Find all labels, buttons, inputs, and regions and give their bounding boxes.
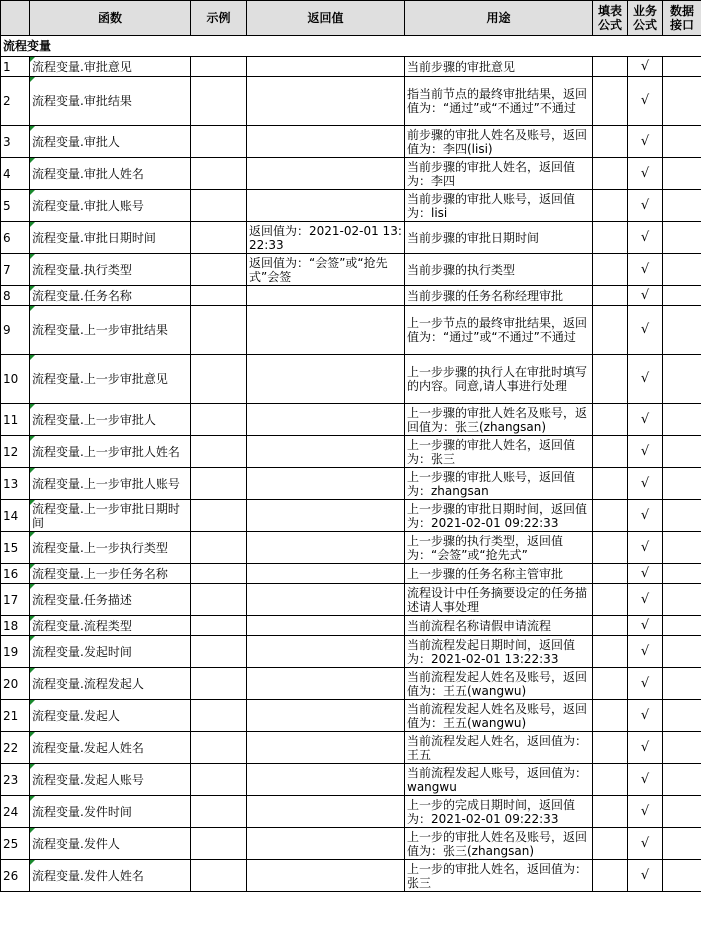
function-name: 流程变量.发起人账号 — [30, 764, 191, 796]
function-name: 流程变量.发起人姓名 — [30, 732, 191, 764]
fill-formula-cell — [593, 436, 628, 468]
return-value-cell — [247, 306, 405, 355]
data-interface-cell — [663, 500, 701, 532]
row-index: 10 — [1, 355, 30, 404]
table-row — [1, 286, 701, 306]
return-value-cell — [247, 126, 405, 158]
table-row — [1, 532, 701, 564]
business-formula-check: √ — [628, 668, 663, 700]
business-formula-check: √ — [628, 564, 663, 584]
fill-formula-cell — [593, 860, 628, 892]
return-value-cell — [247, 468, 405, 500]
section-row — [1, 36, 701, 57]
example-cell — [191, 254, 247, 286]
return-value-cell — [247, 286, 405, 306]
data-interface-cell — [663, 764, 701, 796]
table-row — [1, 764, 701, 796]
table-row — [1, 700, 701, 732]
business-formula-check: √ — [628, 636, 663, 668]
fill-formula-cell — [593, 764, 628, 796]
fill-formula-cell — [593, 404, 628, 436]
business-formula-check: √ — [628, 732, 663, 764]
row-index: 20 — [1, 668, 30, 700]
usage-cell: 上一步的完成日期时间，返回值为：2021-02-01 09:22:33 — [405, 796, 593, 828]
business-formula-check: √ — [628, 828, 663, 860]
usage-cell: 当前流程发起人姓名，返回值为：王五 — [405, 732, 593, 764]
example-cell — [191, 355, 247, 404]
business-formula-check: √ — [628, 764, 663, 796]
function-name: 流程变量.上一步审批人姓名 — [30, 436, 191, 468]
business-formula-check: √ — [628, 616, 663, 636]
return-value-cell: 返回值为：2021-02-01 13:22:33 — [247, 222, 405, 254]
usage-cell: 当前流程发起人账号，返回值为：wangwu — [405, 764, 593, 796]
business-formula-check: √ — [628, 532, 663, 564]
data-interface-cell — [663, 222, 701, 254]
function-name: 流程变量.发件人姓名 — [30, 860, 191, 892]
function-name: 流程变量.上一步审批人 — [30, 404, 191, 436]
function-name: 流程变量.发起人 — [30, 700, 191, 732]
return-value-cell — [247, 532, 405, 564]
example-cell — [191, 404, 247, 436]
usage-cell: 指当前节点的最终审批结果，返回值为：“通过”或“不通过”不通过 — [405, 77, 593, 126]
business-formula-check: √ — [628, 468, 663, 500]
example-cell — [191, 700, 247, 732]
fill-formula-cell — [593, 584, 628, 616]
usage-cell: 当前步骤的审批日期时间 — [405, 222, 593, 254]
header-example: 示例 — [191, 1, 247, 36]
data-interface-cell — [663, 57, 701, 77]
row-index: 24 — [1, 796, 30, 828]
function-name: 流程变量.上一步任务名称 — [30, 564, 191, 584]
header-row — [1, 1, 701, 36]
usage-cell: 上一步骤的审批日期时间，返回值为：2021-02-01 09:22:33 — [405, 500, 593, 532]
example-cell — [191, 306, 247, 355]
fill-formula-cell — [593, 668, 628, 700]
fill-formula-cell — [593, 532, 628, 564]
data-interface-cell — [663, 158, 701, 190]
usage-cell: 上一步节点的最终审批结果，返回值为：“通过”或“不通过”不通过 — [405, 306, 593, 355]
table-row — [1, 828, 701, 860]
business-formula-check: √ — [628, 860, 663, 892]
business-formula-check: √ — [628, 158, 663, 190]
usage-cell: 当前流程名称请假申请流程 — [405, 616, 593, 636]
business-formula-check: √ — [628, 404, 663, 436]
example-cell — [191, 126, 247, 158]
data-interface-cell — [663, 355, 701, 404]
usage-cell: 当前流程发起人姓名及账号，返回值为：王五(wangwu) — [405, 700, 593, 732]
usage-cell: 上一步骤的审批人账号，返回值为：zhangsan — [405, 468, 593, 500]
table-row — [1, 355, 701, 404]
return-value-cell — [247, 355, 405, 404]
fill-formula-cell — [593, 468, 628, 500]
header-index — [1, 1, 30, 36]
fill-formula-cell — [593, 500, 628, 532]
usage-cell: 上一步骤的审批人姓名及账号，返回值为：张三(zhangsan) — [405, 404, 593, 436]
usage-cell: 当前步骤的执行类型 — [405, 254, 593, 286]
fill-formula-cell — [593, 796, 628, 828]
usage-cell: 上一步步骤的执行人在审批时填写的内容。同意,请人事进行处理 — [405, 355, 593, 404]
business-formula-check: √ — [628, 796, 663, 828]
row-index: 22 — [1, 732, 30, 764]
row-index: 26 — [1, 860, 30, 892]
fill-formula-cell — [593, 77, 628, 126]
data-interface-cell — [663, 564, 701, 584]
business-formula-check: √ — [628, 584, 663, 616]
business-formula-check: √ — [628, 355, 663, 404]
data-interface-cell — [663, 584, 701, 616]
return-value-cell — [247, 77, 405, 126]
fill-formula-cell — [593, 57, 628, 77]
business-formula-check: √ — [628, 306, 663, 355]
example-cell — [191, 57, 247, 77]
fill-formula-cell — [593, 306, 628, 355]
header-data-interface: 数据接口 — [663, 1, 701, 36]
return-value-cell — [247, 500, 405, 532]
fill-formula-cell — [593, 158, 628, 190]
data-interface-cell — [663, 636, 701, 668]
usage-cell: 当前步骤的审批人姓名，返回值为：李四 — [405, 158, 593, 190]
function-name: 流程变量.审批意见 — [30, 57, 191, 77]
example-cell — [191, 796, 247, 828]
fill-formula-cell — [593, 355, 628, 404]
row-index: 8 — [1, 286, 30, 306]
table-row — [1, 222, 701, 254]
table-row — [1, 564, 701, 584]
business-formula-check: √ — [628, 126, 663, 158]
row-index: 6 — [1, 222, 30, 254]
row-index: 4 — [1, 158, 30, 190]
fill-formula-cell — [593, 828, 628, 860]
example-cell — [191, 732, 247, 764]
example-cell — [191, 190, 247, 222]
table-row — [1, 404, 701, 436]
function-name: 流程变量.流程类型 — [30, 616, 191, 636]
data-interface-cell — [663, 404, 701, 436]
usage-cell: 前步骤的审批人姓名及账号，返回值为：李四(lisi) — [405, 126, 593, 158]
example-cell — [191, 584, 247, 616]
return-value-cell — [247, 436, 405, 468]
return-value-cell — [247, 404, 405, 436]
function-name: 流程变量.审批人 — [30, 126, 191, 158]
return-value-cell — [247, 828, 405, 860]
function-name: 流程变量.发起时间 — [30, 636, 191, 668]
function-name: 流程变量.上一步审批人账号 — [30, 468, 191, 500]
return-value-cell — [247, 764, 405, 796]
header-return-value: 返回值 — [247, 1, 405, 36]
function-name: 流程变量.上一步执行类型 — [30, 532, 191, 564]
row-index: 7 — [1, 254, 30, 286]
row-index: 14 — [1, 500, 30, 532]
usage-cell: 上一步骤的任务名称主管审批 — [405, 564, 593, 584]
example-cell — [191, 158, 247, 190]
data-interface-cell — [663, 190, 701, 222]
example-cell — [191, 77, 247, 126]
data-interface-cell — [663, 254, 701, 286]
fill-formula-cell — [593, 254, 628, 286]
usage-cell: 当前流程发起人姓名及账号，返回值为：王五(wangwu) — [405, 668, 593, 700]
usage-cell: 当前步骤的审批意见 — [405, 57, 593, 77]
table-row — [1, 732, 701, 764]
table-row — [1, 254, 701, 286]
usage-cell: 上一步的审批人姓名及账号，返回值为：张三(zhangsan) — [405, 828, 593, 860]
usage-cell: 流程设计中任务摘要设定的任务描述请人事处理 — [405, 584, 593, 616]
return-value-cell — [247, 636, 405, 668]
business-formula-check: √ — [628, 700, 663, 732]
data-interface-cell — [663, 126, 701, 158]
table-row — [1, 436, 701, 468]
return-value-cell — [247, 796, 405, 828]
header-usage: 用途 — [405, 1, 593, 36]
function-name: 流程变量.审批人账号 — [30, 190, 191, 222]
function-name: 流程变量.任务描述 — [30, 584, 191, 616]
function-name: 流程变量.发件人 — [30, 828, 191, 860]
table-row — [1, 468, 701, 500]
function-name: 流程变量.上一步审批日期时间 — [30, 500, 191, 532]
table-row — [1, 500, 701, 532]
business-formula-check: √ — [628, 286, 663, 306]
fill-formula-cell — [593, 286, 628, 306]
return-value-cell — [247, 584, 405, 616]
table-row — [1, 190, 701, 222]
business-formula-check: √ — [628, 222, 663, 254]
data-interface-cell — [663, 616, 701, 636]
return-value-cell: 返回值为：“会签”或“抢先式”会签 — [247, 254, 405, 286]
business-formula-check: √ — [628, 500, 663, 532]
return-value-cell — [247, 700, 405, 732]
table-row — [1, 584, 701, 616]
row-index: 2 — [1, 77, 30, 126]
table-row — [1, 796, 701, 828]
return-value-cell — [247, 158, 405, 190]
example-cell — [191, 668, 247, 700]
example-cell — [191, 532, 247, 564]
row-index: 9 — [1, 306, 30, 355]
data-interface-cell — [663, 828, 701, 860]
row-index: 19 — [1, 636, 30, 668]
return-value-cell — [247, 190, 405, 222]
data-interface-cell — [663, 796, 701, 828]
example-cell — [191, 500, 247, 532]
example-cell — [191, 436, 247, 468]
usage-cell: 上一步骤的执行类型，返回值为：“会签”或“抢先式” — [405, 532, 593, 564]
table-row — [1, 668, 701, 700]
function-name: 流程变量.审批结果 — [30, 77, 191, 126]
table-row — [1, 126, 701, 158]
table-row — [1, 616, 701, 636]
fill-formula-cell — [593, 636, 628, 668]
example-cell — [191, 468, 247, 500]
business-formula-check: √ — [628, 57, 663, 77]
data-interface-cell — [663, 700, 701, 732]
function-name: 流程变量.上一步审批结果 — [30, 306, 191, 355]
data-interface-cell — [663, 532, 701, 564]
function-name: 流程变量.审批日期时间 — [30, 222, 191, 254]
function-name: 流程变量.流程发起人 — [30, 668, 191, 700]
example-cell — [191, 764, 247, 796]
business-formula-check: √ — [628, 254, 663, 286]
usage-cell: 上一步骤的审批人姓名，返回值为：张三 — [405, 436, 593, 468]
table-row — [1, 77, 701, 126]
function-name: 流程变量.执行类型 — [30, 254, 191, 286]
row-index: 5 — [1, 190, 30, 222]
row-index: 23 — [1, 764, 30, 796]
fill-formula-cell — [593, 222, 628, 254]
function-name: 流程变量.发件时间 — [30, 796, 191, 828]
table-row — [1, 158, 701, 190]
fill-formula-cell — [593, 564, 628, 584]
fill-formula-cell — [593, 700, 628, 732]
return-value-cell — [247, 564, 405, 584]
data-interface-cell — [663, 732, 701, 764]
row-index: 12 — [1, 436, 30, 468]
row-index: 3 — [1, 126, 30, 158]
fill-formula-cell — [593, 732, 628, 764]
example-cell — [191, 616, 247, 636]
fill-formula-cell — [593, 616, 628, 636]
data-interface-cell — [663, 668, 701, 700]
fill-formula-cell — [593, 126, 628, 158]
data-interface-cell — [663, 306, 701, 355]
data-interface-cell — [663, 77, 701, 126]
usage-cell: 当前步骤的审批人账号，返回值为：lisi — [405, 190, 593, 222]
row-index: 1 — [1, 57, 30, 77]
row-index: 16 — [1, 564, 30, 584]
return-value-cell — [247, 860, 405, 892]
example-cell — [191, 564, 247, 584]
example-cell — [191, 636, 247, 668]
section-title: 流程变量 — [1, 36, 701, 57]
header-function: 函数 — [30, 1, 191, 36]
data-interface-cell — [663, 286, 701, 306]
usage-cell: 上一步的审批人姓名，返回值为：张三 — [405, 860, 593, 892]
table-row — [1, 57, 701, 77]
business-formula-check: √ — [628, 77, 663, 126]
row-index: 21 — [1, 700, 30, 732]
example-cell — [191, 860, 247, 892]
data-interface-cell — [663, 860, 701, 892]
example-cell — [191, 222, 247, 254]
header-fill-formula: 填表公式 — [593, 1, 628, 36]
row-index: 13 — [1, 468, 30, 500]
table-row — [1, 860, 701, 892]
example-cell — [191, 828, 247, 860]
function-name: 流程变量.上一步审批意见 — [30, 355, 191, 404]
row-index: 25 — [1, 828, 30, 860]
row-index: 15 — [1, 532, 30, 564]
table-row — [1, 636, 701, 668]
return-value-cell — [247, 57, 405, 77]
function-name: 流程变量.审批人姓名 — [30, 158, 191, 190]
return-value-cell — [247, 668, 405, 700]
table-row — [1, 306, 701, 355]
function-name: 流程变量.任务名称 — [30, 286, 191, 306]
usage-cell: 当前步骤的任务名称经理审批 — [405, 286, 593, 306]
header-business-formula: 业务公式 — [628, 1, 663, 36]
business-formula-check: √ — [628, 190, 663, 222]
business-formula-check: √ — [628, 436, 663, 468]
data-interface-cell — [663, 468, 701, 500]
example-cell — [191, 286, 247, 306]
row-index: 11 — [1, 404, 30, 436]
row-index: 18 — [1, 616, 30, 636]
return-value-cell — [247, 732, 405, 764]
return-value-cell — [247, 616, 405, 636]
fill-formula-cell — [593, 190, 628, 222]
usage-cell: 当前流程发起日期时间，返回值为：2021-02-01 13:22:33 — [405, 636, 593, 668]
data-interface-cell — [663, 436, 701, 468]
row-index: 17 — [1, 584, 30, 616]
